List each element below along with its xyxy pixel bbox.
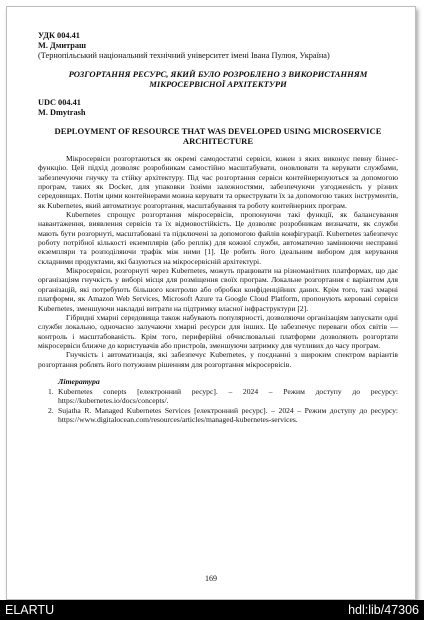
article-body: [38, 154, 398, 369]
handle-id: hdl:lib/47306: [348, 603, 419, 617]
document-page: [6, 6, 416, 600]
page-number: 169: [205, 574, 217, 583]
udc-ua: УДК 004.41: [38, 31, 80, 40]
title-ua: РОЗГОРТАННЯ РЕСУРС, ЯКИЙ БУЛО РОЗРОБЛЕНО З ВИКОРИСТАННЯМ МІКРОСЕРВІСНОЇ АРХІТЕКТУРИ: [68, 69, 368, 89]
title-en: DEPLOYMENT OF RESOURCE THAT WAS DEVELOPED USING MICROSERVICE ARCHITECTURE: [54, 126, 382, 146]
udc-en: UDC 004.41: [38, 98, 81, 107]
author-ua: М. Дмитраш: [38, 41, 87, 50]
reference-number: 2.: [48, 405, 54, 415]
reference-item: [38, 387, 398, 406]
page-content: [38, 31, 398, 424]
paragraph: Мікросервіси, розгорнуті через Kubernetes, можуть працювати на різноманітних платформах, що дає організаціям гнучкість у виборі місця для розміщення своїх програм. Локальне розгортання є варіантом для організацій, які потребують більшого контролю або обробки конфіденційних даних. Крім того, такі хмарні платформи, як Amazon Web Services, Microsoft Azure та Google Cloud Platform, пропонують керовані сервіси Kubernetes, зменшуючи накладні витрати на підтримку власної інфраструктури [2].: [38, 266, 398, 313]
reference-text: Sujatha R. Managed Kubernetes Services [електронний ресурс]. – 2024 – Режим доступу до ресурсу: https://www.digitalocean.com/resources/articles/managed-kubernetes-services.: [58, 405, 398, 424]
affiliation-ua: (Тернопільський національний технічний університет імені Івана Пулюя, Україна): [38, 51, 330, 60]
reference-text: Kubernetes conepts [електронний ресурс]. – 2024 – Режим доступу до ресурсу: https://kubernetes.io/docs/concepts/.: [58, 386, 398, 406]
repository-name: ELARTU: [5, 603, 55, 617]
references-list: [38, 387, 398, 424]
reference-item: [38, 406, 398, 425]
paragraph: Гібридні хмарні середовища також набувають популярності, дозволяючи організаціям запускати одні служби локально, одночасно залучаючи хмарні ресурси для інших. Це забезпечує переваги обох світів — контроль і масштабованість. Крім того, периферійні обчислювальні платформи дозволяють розгортати мікросервіси ближче до користувачів або пристроїв, зменшуючи затримку для чутливих до часу програм.: [38, 312, 398, 350]
footer-bar: [0, 600, 424, 620]
paragraph: Гнучкість і автоматизація, які забезпечує Kubernetes, у поєднанні з широким спектром варіантів розгортання роблять його потужним рішенням для розгортання мікросервісів.: [38, 350, 398, 369]
paragraph: Kubernetes спрощує розгортання мікросервісів, пропонуючи такі функції, як балансування навантаження, виявлення сервісів та їх відмовостійкість. Це дозволяє розробникам визначати, як служби мають бути розгорнуті, масштабовані та підключені за допомогою файлів конфігурації. Kubernetes забезпечує роботу потрібної кількості екземплярів (або реплік) для кожної служби, автоматично замінюючи несправні екземпляри та розподіляючи трафік між ними [1]. Це робить його ідеальним вибором для керування складними продуктами, які базуються на мікросервісній архітектурі.: [38, 210, 398, 266]
references-title: Література: [58, 376, 100, 386]
reference-number: 1.: [48, 386, 54, 396]
paragraph: Мікросервіси розгортаються як окремі самодостатні сервіси, кожен з яких виконує певну бізнес-функцію. Цей підхід дозволяє розробникам самостійно масштабувати, оновлювати та керувати службами, забезпечуючи гнучку та стійку архітектуру. Під час розгортання сервіси контейнеризуються за допомогою програм, таких як Docker, для упаковки їхніми залежностями, забезпечуючи узгодженість у різних середовищах. Потім цими контейнерами можна керувати та оркеструвати їх за допомогою таких інструментів, як Kubernetes, який автоматизує розгортання, масштабування та роботу контейнерних програм.: [38, 154, 398, 210]
author-en: M. Dmytrash: [38, 108, 86, 117]
